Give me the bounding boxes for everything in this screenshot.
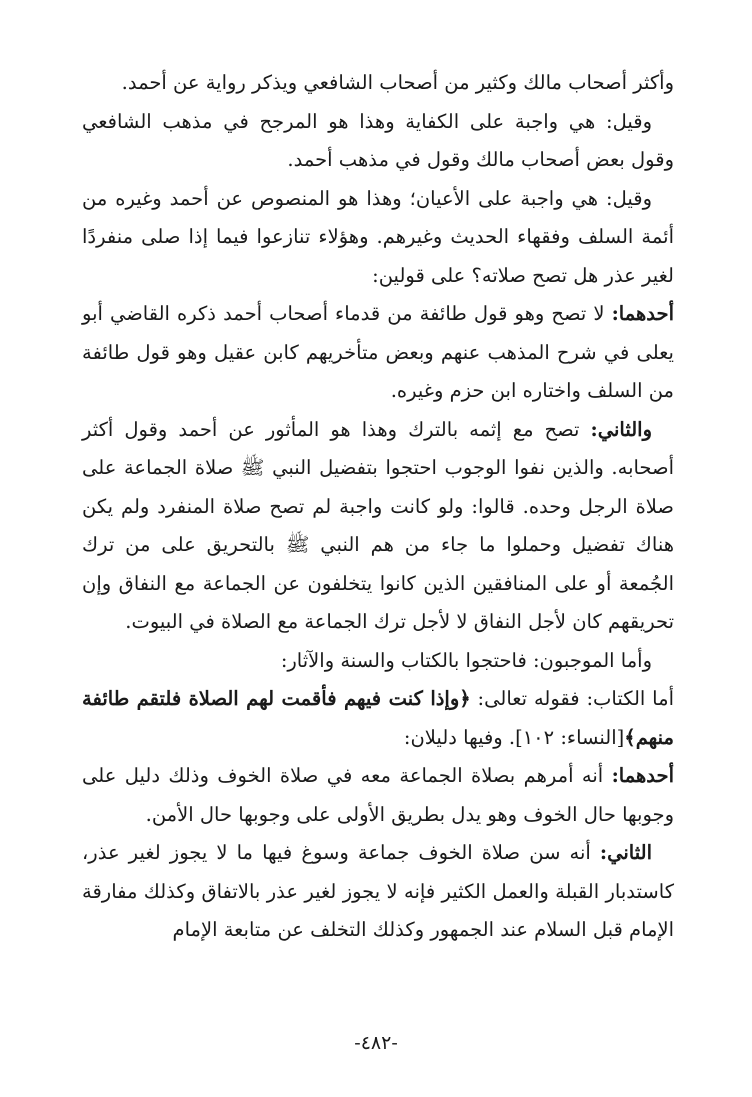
paragraph-9 (82, 834, 674, 950)
paragraph-8-lead: أحدهما: (611, 764, 675, 787)
paragraph-4-lead: أحدهما: (611, 302, 674, 325)
paragraph-4 (82, 295, 674, 411)
paragraph-6: وأما الموجبون: فاحتجوا بالكتاب والسنة والآثار: (280, 648, 652, 672)
page-number: -٤٨٢- (354, 1032, 398, 1054)
paragraph-7-post: [النساء: ١٠٢]. وفيها دليلان: (403, 725, 625, 749)
paragraph-8-text: أنه أمرهم بصلاة الجماعة معه في صلاة الخوف وذلك دليل على وجوبها حال الخوف وهو يدل بطريق الأولى على وجوبها حال الأمن. (82, 764, 674, 826)
paragraph-5-text: تصح مع إثمه بالترك وهذا هو المأثور عن أحمد وقول أكثر أصحابه. والذين نفوا الوجوب احتجوا بتفضيل النبي ﷺ صلاة الجماعة على صلاة الرجل وحده. قالوا: ولو كانت واجبة لم تصح صلاة المنفرد ولم يكن هناك تفضيل وحملوا ما جاء من هم النبي ﷺ بالتحريق على من ترك الجُمعة أو على المنافقين الذين كانوا يتخلفون عن الجماعة مع النفاق وإن تحريقهم كان لأجل النفاق لا لأجل ترك الجماعة مع الصلاة في البيوت. (82, 417, 674, 633)
paragraph-4-text: لا تصح وهو قول طائفة من قدماء أصحاب أحمد ذكره القاضي أبو يعلى في شرح المذهب عنهم وبعض متأخريهم كابن عقيل وهو قول طائفة من السلف واختاره ابن حزم وغيره. (82, 302, 674, 402)
paragraph-7-pre: أما الكتاب: فقوله تعالى: (470, 687, 674, 710)
paragraph-5-lead: والثاني: (590, 417, 652, 441)
quran-verse: ﴿وإذا كنت فيهم فأقمت لهم الصلاة فلتقم طائفة منهم﴾ (82, 687, 674, 749)
paragraph-1: وأكثر أصحاب مالك وكثير من أصحاب الشافعي ويذكر رواية عن أحمد. (121, 71, 674, 94)
paragraph-2: وقيل: هي واجبة على الكفاية وهذا هو المرجح في مذهب الشافعي وقول بعض أصحاب مالك وقول في مذهب أحمد. (82, 109, 674, 171)
paragraph-3: وقيل: هي واجبة على الأعيان؛ وهذا هو المنصوص عن أحمد وغيره من أئمة السلف وفقهاء الحديث وغيرهم. وهؤلاء تنازعوا فيما إذا صلى منفردًا لغير عذر هل تصح صلاته؟ على قولين: (82, 186, 674, 287)
paragraph-9-lead: الثاني: (599, 841, 652, 864)
page-body (82, 64, 674, 950)
paragraph-5 (82, 411, 674, 642)
paragraph-8 (82, 757, 674, 834)
paragraph-9-text: أنه سن صلاة الخوف جماعة وسوغ فيها ما لا يجوز لغير عذر، كاستدبار القبلة والعمل الكثير فإنه لا يجوز لغير عذر بالاتفاق وكذلك مفارقة الإمام قبل السلام عند الجمهور وكذلك التخلف عن متابعة الإمام (82, 841, 674, 941)
paragraph-7 (82, 680, 674, 757)
